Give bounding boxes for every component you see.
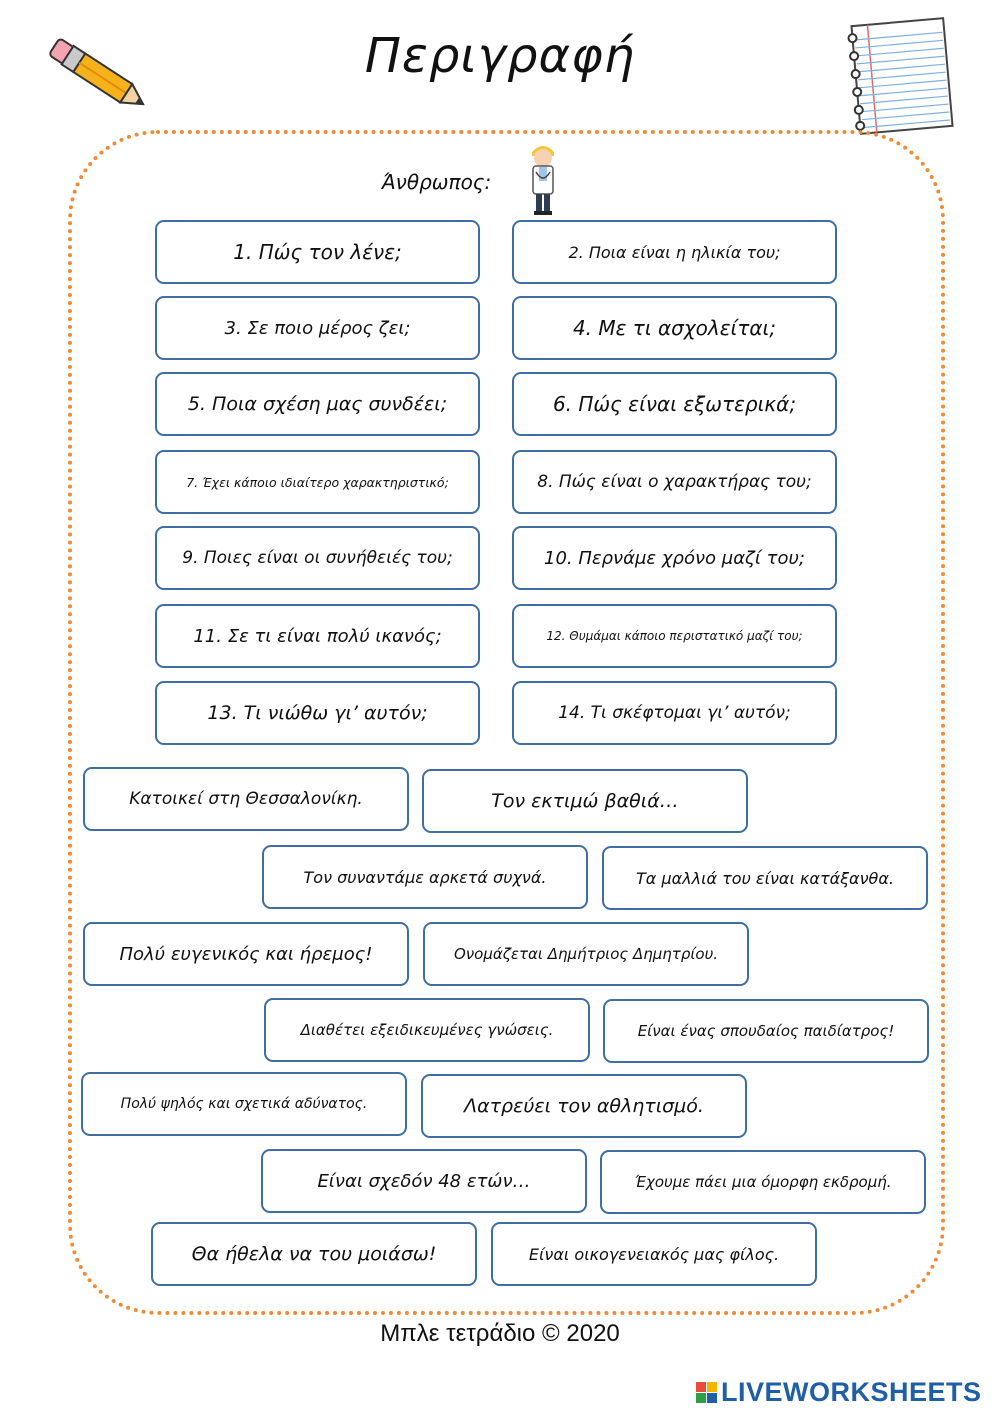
question-text: 14. Τι σκέφτομαι γι’ αυτόν; <box>558 703 791 723</box>
question-box <box>155 604 480 668</box>
page-title: Περιγραφή <box>364 28 636 84</box>
question-text: 3. Σε ποιο μέρος ζει; <box>224 317 411 339</box>
liveworksheets-logo[interactable] <box>696 1377 982 1408</box>
notebook-icon <box>842 14 962 138</box>
question-box <box>512 604 837 668</box>
question-box <box>155 372 480 436</box>
answer-card[interactable] <box>603 999 929 1063</box>
pencil-icon <box>38 30 163 120</box>
question-box <box>155 526 480 590</box>
question-box <box>512 526 837 590</box>
answer-card[interactable] <box>602 846 928 910</box>
answer-text: Διαθέτει εξειδικευμένες γνώσεις. <box>300 1021 554 1039</box>
question-text: 8. Πώς είναι ο χαρακτήρας του; <box>537 472 812 492</box>
answer-text: Πολύ ευγενικός και ήρεμος! <box>119 943 373 965</box>
question-text: 1. Πώς τον λένε; <box>233 240 402 264</box>
answer-text: Τον εκτιμώ βαθιά… <box>491 790 679 812</box>
question-text: 13. Τι νιώθω γι’ αυτόν; <box>207 702 428 724</box>
answer-card[interactable] <box>83 922 409 986</box>
answer-text: Θα ήθελα να του μοιάσω! <box>191 1243 437 1265</box>
answer-card[interactable] <box>491 1222 817 1286</box>
answer-text: Τα μαλλιά του είναι κατάξανθα. <box>636 868 894 888</box>
question-box <box>155 681 480 745</box>
answer-card[interactable] <box>83 767 409 831</box>
answer-text: Είναι οικογενειακός μας φίλος. <box>528 1244 780 1264</box>
question-text: 11. Σε τι είναι πολύ ικανός; <box>193 625 442 647</box>
answer-text: Είναι σχεδόν 48 ετών… <box>317 1170 531 1192</box>
question-text: 5. Ποια σχέση μας συνδέει; <box>187 393 448 415</box>
answer-text: Ονομάζεται Δημήτριος Δημητρίου. <box>453 945 719 963</box>
question-box <box>512 450 837 514</box>
answer-card[interactable] <box>261 1149 587 1213</box>
answer-text: Τον συναντάμε αρκετά συχνά. <box>303 867 547 887</box>
answer-card[interactable] <box>262 845 588 909</box>
doctor-icon <box>522 140 564 216</box>
answer-text: Πολύ ψηλός και σχετικά αδύνατος. <box>120 1096 368 1112</box>
answer-text: Είναι ένας σπουδαίος παιδίατρος! <box>637 1022 895 1040</box>
question-box <box>155 220 480 284</box>
answer-text: Λατρεύει τον αθλητισμό. <box>464 1095 704 1117</box>
answer-text: Έχουμε πάει μια όμορφη εκδρομή. <box>634 1173 892 1191</box>
question-text: 10. Περνάμε χρόνο μαζί του; <box>544 547 805 569</box>
question-box <box>155 296 480 360</box>
question-text: 7. Έχει κάποιο ιδιαίτερο χαρακτηριστικό; <box>186 474 449 490</box>
answer-card[interactable] <box>151 1222 477 1286</box>
answer-card[interactable] <box>81 1072 407 1136</box>
brand-name: LIVEWORKSHEETS <box>721 1377 982 1407</box>
question-box <box>512 681 837 745</box>
answer-card[interactable] <box>264 998 590 1062</box>
question-text: 4. Με τι ασχολείται; <box>572 316 777 340</box>
question-text: 12. Θυμάμαι κάποιο περιστατικό μαζί του; <box>546 629 803 643</box>
question-text: 6. Πώς είναι εξωτερικά; <box>552 392 797 416</box>
question-box <box>512 372 837 436</box>
brand-logo-icon <box>696 1382 717 1403</box>
answer-card[interactable] <box>600 1150 926 1214</box>
subject-label: Άνθρωπος: <box>382 170 492 194</box>
question-box <box>512 296 837 360</box>
answer-card[interactable] <box>422 769 748 833</box>
answer-text: Κατοικεί στη Θεσσαλονίκη. <box>129 789 363 809</box>
question-box <box>512 220 837 284</box>
question-text: 9. Ποιες είναι οι συνήθειές του; <box>182 548 453 568</box>
question-box <box>155 450 480 514</box>
copyright-footer: Μπλε τετράδιο © 2020 <box>380 1320 620 1347</box>
question-text: 2. Ποια είναι η ηλικία του; <box>568 242 781 262</box>
answer-card[interactable] <box>421 1074 747 1138</box>
answer-card[interactable] <box>423 922 749 986</box>
